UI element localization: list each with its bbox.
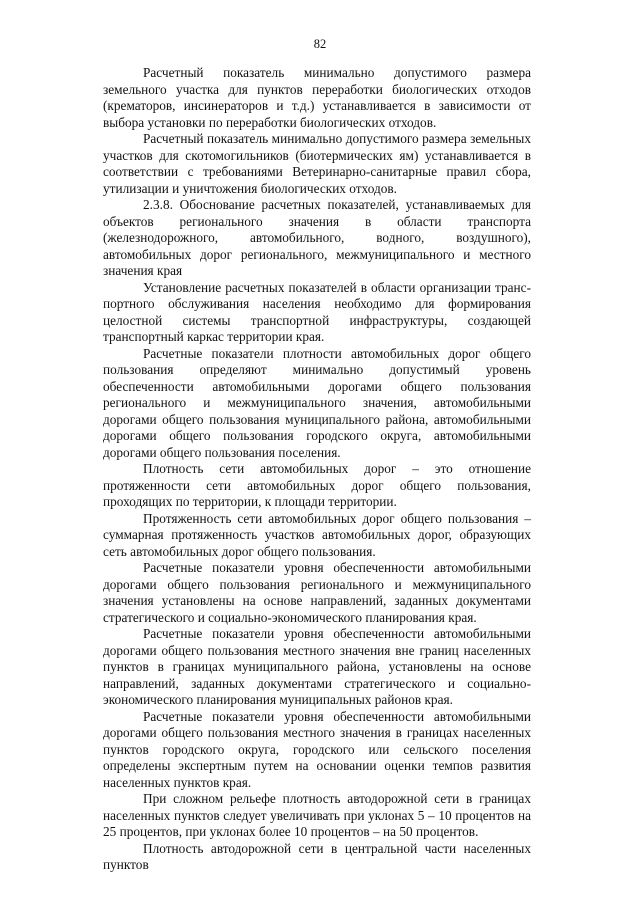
page-number: 82	[313, 37, 327, 51]
paragraph-1: Расчетный показатель минимально допустимого размера земельного участка для пунктов переработки биологических отходов (крематоров, инсинераторов и т.д.) устанавливается в зависимости от выбора установки по переработки биологических отходов.	[103, 65, 531, 130]
paragraph-12: Плотность автодорожной сети в центральной части населенных пунктов	[103, 840, 531, 872]
paragraph-4: Установление расчетных показателей в области организации транспортного обслуживания населения необходимо для формирования целостной системы транспортной инфраструктуры, создающей транспортный каркас территории края.	[103, 279, 531, 344]
body-text	[103, 65, 531, 874]
paragraph-9: Расчетные показатели уровня обеспеченности автомобильными дорогами общего пользования местного значения вне границ населенных пунктов в границах муниципального района, установлены на основе направлений, заданных документами стратегического и социально-экономического планирования муниципальных районов края.	[103, 626, 531, 707]
section-heading-2-3-8: 2.3.8. Обоснование расчетных показателей, устанавливаемых для объектов регионального значения в области транспорта (железнодорожного, автомобильного, водного, воздушного), автомобильных дорог регионального, межмуниципального и местного значения края	[103, 197, 531, 278]
paragraph-2: Расчетный показатель минимально допустимого размера земельных участков для скотомогильников (биотермических ям) устанавливается в соответствии с требованиями Ветеринарно-санитарные правил сбора, утилизации и уничтожения биологических отходов.	[103, 131, 531, 196]
paragraph-7: Протяженность сети автомобильных дорог общего пользования – суммарная протяженность участков автомобильных дорог, образующих сеть автомобильных дорог общего пользования.	[103, 510, 531, 559]
paragraph-8: Расчетные показатели уровня обеспеченности автомобильными дорогами общего пользования регионального и межмуниципального значения установлены на основе направлений, заданных документами стратегического и социально-экономического планирования края.	[103, 560, 531, 625]
paragraph-10: Расчетные показатели уровня обеспеченности автомобильными дорогами общего пользования местного значения в границах населенных пунктов городского округа, городского или сельского поселения определены экспертным путем на основании оценки темпов развития населенных пунктов края.	[103, 708, 531, 790]
paragraph-6: Плотность сети автомобильных дорог – это отношение протяженности сети автомобильных дорог общего пользования, проходящих по территории, к площади территории.	[103, 461, 531, 509]
paragraph-11: При сложном рельефе плотность автодорожной сети в границах населенных пунктов следует увеличивать при уклонах 5 – 10 процентов на 25 процентов, при уклонах более 10 процентов – на 50 процентов.	[103, 791, 531, 839]
paragraph-5: Расчетные показатели плотности автомобильных дорог общего пользования определяют минимально допустимый уровень обеспеченности автомобильными дорогами общего пользования регионального и межмуниципального значения, автомобильными дорогами общего пользования муниципального района, автомобильными дорогами общего пользования городского округа, автомобильными дорогами общего пользования поселения.	[103, 345, 531, 460]
